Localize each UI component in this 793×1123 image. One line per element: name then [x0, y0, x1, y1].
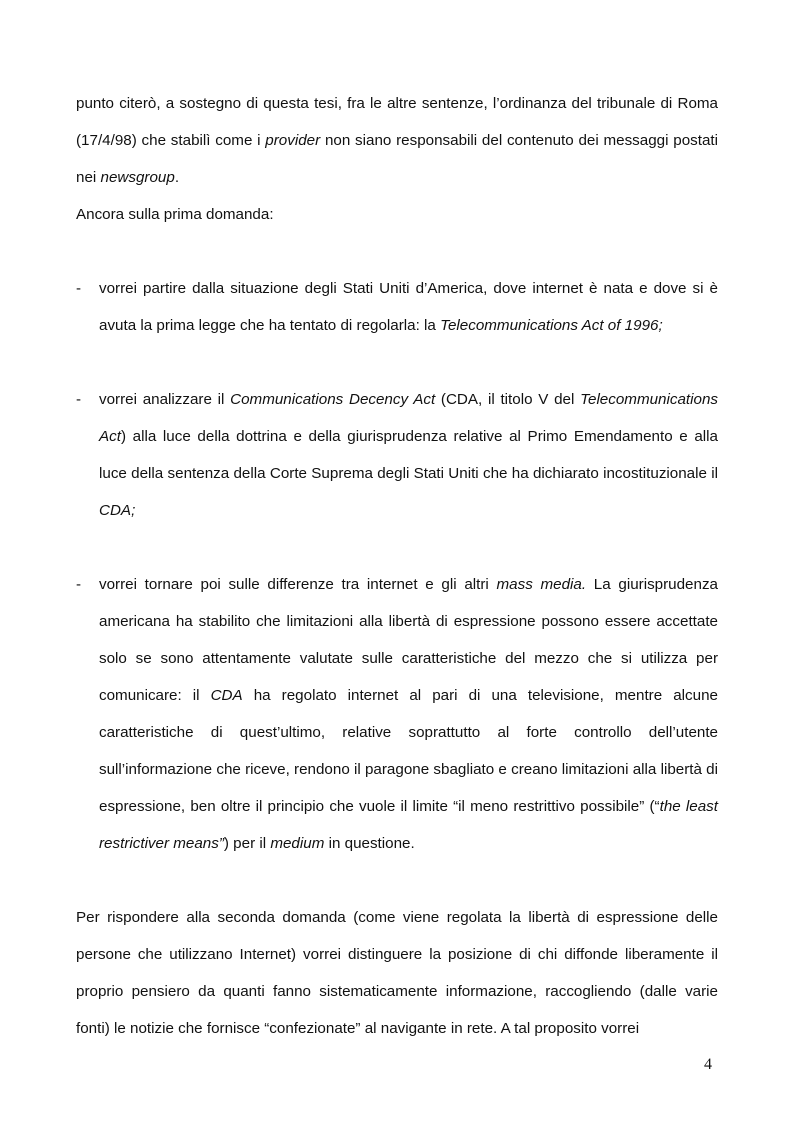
list-item-3: - vorrei tornare poi sulle differenze tra internet e gli altri mass media. La giurisprudenza americana ha stabilito che limitazioni alla libertà di espressione possono essere accettate solo se sono attentamente valutate sulle caratteristiche del mezzo che si utilizza per comunicare: il CDA ha regolato internet al pari di una televisione, mentre alcune caratteristiche di quest’ultimo, relative soprattutto al forte controllo dell’utente sull’informazione che riceve, rendono il paragone sbagliato e creano limitazioni alla libertà di espressione, ben oltre il principio che vuole il limite “il meno restrittivo possibile” (“the least restrictiver means”) per il medium in questione.: [76, 566, 718, 862]
spacer: [76, 344, 718, 381]
spacer: [76, 862, 718, 899]
page-number: 4: [704, 1056, 712, 1073]
paragraph-3: Per rispondere alla seconda domanda (come viene regolata la libertà di espressione delle persone che utilizzano Internet) vorrei distinguere la posizione di chi diffonde liberamente il proprio pensiero da quanti fanno sistematicamente informazione, raccogliendo (dalle varie fonti) le notizie che fornisce “confezionate” al navigante in rete. A tal proposito vorrei: [76, 909, 718, 1037]
paragraph-2: Ancora sulla prima domanda:: [76, 206, 274, 223]
spacer: [76, 233, 718, 270]
list-item-2: - vorrei analizzare il Communications Decency Act (CDA, il titolo V del Telecommunications Act) alla luce della dottrina e della giurisprudenza relative al Primo Emendamento e alla luce della sentenza della Corte Suprema degli Stati Uniti che ha dichiarato incostituzionale il CDA;: [76, 381, 718, 529]
bullet-dash: -: [76, 280, 82, 297]
document-body: [76, 85, 718, 1047]
spacer: [76, 529, 718, 566]
bullet-dash: -: [76, 391, 82, 408]
paragraph-1: punto citerò, a sostegno di questa tesi, fra le altre sentenze, l’ordinanza del tribunale di Roma (17/4/98) che stabilì come i provider non siano responsabili del contenuto dei messaggi postati nei newsgroup.: [76, 95, 718, 186]
bullet-dash: -: [76, 576, 82, 593]
list-item-1: - vorrei partire dalla situazione degli Stati Uniti d’America, dove internet è nata e dove si è avuta la prima legge che ha tentato di regolarla: la Telecommunications Act of 1996;: [76, 270, 718, 344]
